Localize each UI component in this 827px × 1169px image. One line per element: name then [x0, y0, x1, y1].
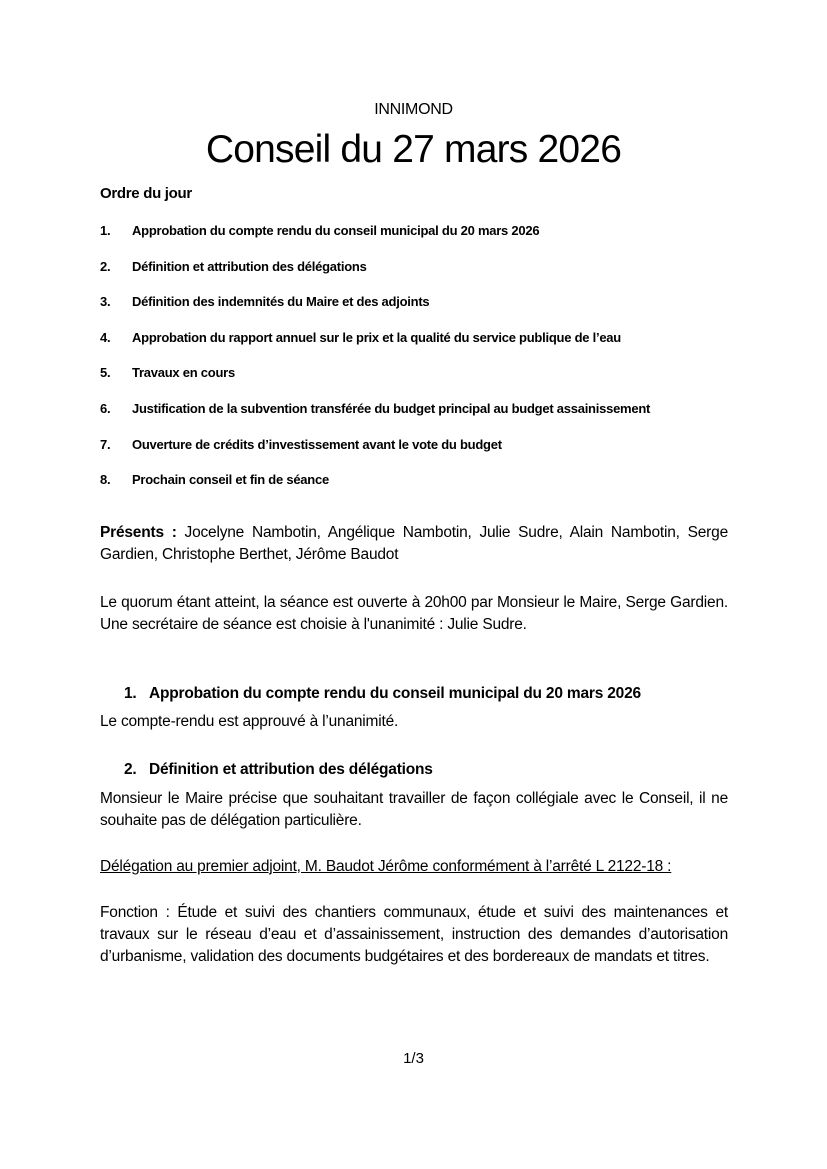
agenda-item-label: Travaux en cours — [132, 365, 235, 381]
agenda-item-label: Justification de la subvention transférée du budget principal au budget assainissement — [132, 400, 651, 416]
attendance-label: Présents : — [100, 524, 177, 541]
page-title: Conseil du 27 mars 2026 — [205, 128, 622, 171]
section-title: Définition et attribution des délégations — [149, 761, 433, 778]
agenda-item-label: Prochain conseil et fin de séance — [132, 472, 329, 488]
agenda-item-label: Définition et attribution des délégations — [132, 258, 367, 274]
agenda-item — [100, 223, 740, 259]
organization-name: INNIMOND — [374, 101, 453, 118]
agenda-item-number: 2. — [100, 258, 111, 274]
delegation-text: Fonction : Étude et suivi des chantiers communaux, étude et suivi des maintenances et travaux sur le réseau d’eau et d’assainissement, instruction des demandes d’autorisation d’urbanisme, validation des documents budgétaires et des bordereaux de mandats et titres. — [100, 904, 728, 965]
agenda-item — [100, 437, 740, 473]
opening-paragraph: Le quorum étant atteint, la séance est ouverte à 20h00 par Monsieur le Maire, Serge Gardien. Une secrétaire de séance est choisie à l'unanimité : Julie Sudre. — [100, 594, 728, 633]
section-heading — [124, 761, 433, 779]
section-number: 1. — [124, 685, 137, 702]
agenda-item-number: 1. — [100, 223, 111, 238]
agenda-item-number: 5. — [100, 365, 111, 381]
agenda-title: Ordre du jour — [100, 185, 192, 202]
section-heading — [124, 685, 641, 703]
agenda-list — [100, 223, 740, 508]
agenda-item-label: Ouverture de crédits d’investissement avant le vote du budget — [132, 436, 502, 452]
agenda-item-label: Approbation du rapport annuel sur le prix et la qualité du service publique de l’eau — [132, 329, 621, 345]
agenda-item-label: Définition des indemnités du Maire et des adjoints — [132, 294, 430, 310]
agenda-item-number: 3. — [100, 294, 111, 310]
agenda-item — [100, 472, 740, 508]
attendance-paragraph — [100, 522, 728, 566]
agenda-item — [100, 401, 740, 437]
agenda-item-number: 7. — [100, 436, 111, 452]
agenda-item — [100, 259, 740, 295]
agenda-item-number: 6. — [100, 400, 111, 416]
agenda-item — [100, 294, 740, 330]
section-title: Approbation du compte rendu du conseil municipal du 20 mars 2026 — [149, 685, 641, 702]
section-text: Le compte-rendu est approuvé à l’unanimité. — [100, 713, 399, 730]
section-text: Monsieur le Maire précise que souhaitant travailler de façon collégiale avec le Conseil, il ne souhaite pas de délégation particulière. — [100, 790, 728, 829]
agenda-item-label: Approbation du compte rendu du conseil municipal du 20 mars 2026 — [132, 223, 540, 238]
delegation-title: Délégation au premier adjoint, M. Baudot Jérôme conformément à l’arrêté L 2122-18 : — [100, 858, 672, 875]
page-number: 1/3 — [403, 1050, 424, 1067]
agenda-item-number: 4. — [100, 329, 111, 345]
attendance-names: Jocelyne Nambotin, Angélique Nambotin, Julie Sudre, Alain Nambotin, Serge Gardien, Christophe Berthet, Jérôme Baudot — [100, 524, 728, 563]
section-number: 2. — [124, 761, 137, 778]
agenda-item-number: 8. — [100, 472, 111, 488]
agenda-item — [100, 365, 740, 401]
agenda-item — [100, 330, 740, 366]
